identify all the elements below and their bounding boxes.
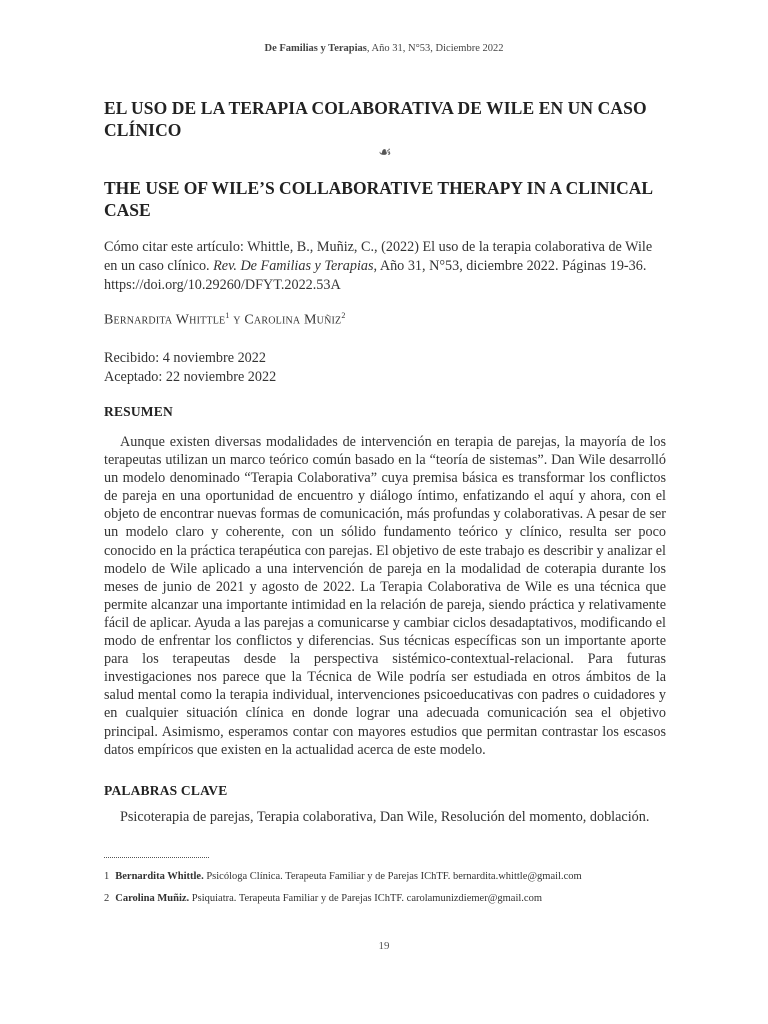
footnote-divider <box>104 857 209 858</box>
citation-journal: Rev. De Familias y Terapias <box>213 258 374 275</box>
author-2: Carolina Muñiz <box>244 312 342 328</box>
citation-suffix: , Año 31, N°53, diciembre 2022. Páginas 19-36. https://doi.org/10.29260/DFYT.2022.53A <box>104 258 647 294</box>
footnote-2-name: Carolina Muñiz. <box>115 893 190 904</box>
footnote-2-text: Psiquiatra. Terapeuta Familiar y de Parejas IChTF. carolamunizdiemer@gmail.com <box>189 893 542 904</box>
footnote-1-text: Psicóloga Clínica. Terapeuta Familiar y de Parejas IChTF. bernardita.whittle@gmail.com <box>203 871 582 882</box>
footnote-2 <box>104 893 666 904</box>
citation-prefix: Cómo citar este artículo: Whittle, B., Muñiz, C., (2022) El uso de la terapia colaborativa de Wile en un caso clínico. <box>104 239 653 275</box>
running-header <box>0 43 768 54</box>
title-spanish: EL USO DE LA TERAPIA COLABORATIVA DE WILE EN UN CASO CLÍNICO <box>104 98 647 140</box>
footnote-2-number: 2 <box>104 893 110 904</box>
author-1-footnote-ref[interactable]: 1 <box>225 311 230 320</box>
author-joiner: y <box>229 312 245 328</box>
footnote-1 <box>104 871 666 882</box>
citation <box>104 238 666 296</box>
received-date: Recibido: 4 noviembre 2022 <box>104 350 266 366</box>
keywords-heading: PALABRAS CLAVE <box>104 783 228 798</box>
accepted-date: Aceptado: 22 noviembre 2022 <box>104 369 277 385</box>
journal-name: De Familias y Terapias <box>264 43 367 54</box>
dates <box>104 349 666 387</box>
issue-info: , Año 31, N°53, Diciembre 2022 <box>366 43 504 54</box>
fleuron-ornament-icon: ☙ <box>378 145 392 161</box>
authors <box>104 311 666 329</box>
author-2-footnote-ref[interactable]: 2 <box>341 311 346 320</box>
footnote-1-number: 1 <box>104 871 110 882</box>
footnote-1-name: Bernardita Whittle. <box>115 871 204 882</box>
page-number: 19 <box>378 940 390 952</box>
author-1: Bernardita Whittle <box>104 312 226 328</box>
abstract-heading: RESUMEN <box>104 404 173 419</box>
abstract-text: Aunque existen diversas modalidades de intervención en terapia de parejas, la mayoría de los terapeutas utilizan un marco teórico común basado en la “teoría de sistemas”. Dan Wile desarrolló un modelo denominado “Terapia Colaborativa” cuya premisa básica es transformar los conflictos de pareja en una oportunidad de encuentro y diálogo íntimo, enfatizando el aquí y ahora, con el objeto de encontrar nuevas formas de comunicación, más profundas y colaborativas. A pesar de ser un modelo claro y coherente, con un sólido fundamento teórico y clínico, resulta ser poco conocido en la práctica terapéutica con parejas. El objetivo de este trabajo es describir y analizar el modelo de Wile aplicado a una intervención de pareja en la modalidad de coterapia durante los meses de junio de 2021 y agosto de 2022. La Terapia Colaborativa de Wile es una técnica que permite alcanzar una importante intimidad en la relación de pareja, siendo práctica y relativamente fácil de aplicar. Ayuda a las parejas a comunicarse y cambiar ciclos desadaptativos, modificando el modo de enfrentar los conflictos y diferencias. Sus técnicas específicas son un importante aporte para los terapeutas desde la perspectiva sistémico-contextual-relacional. Para futuras investigaciones nos parece que la Técnica de Wile podría ser estudiada en otros ámbitos de la salud mental como la terapia individual, intervenciones psicoeducativas con padres o cuidadores y en cualquier situación clínica en donde lograr una adecuada comunicación sea el objetivo principal. Asimismo, esperamos contar con mayores estudios que permitan contrastar los escasos datos empíricos que existen en la actualidad acerca de este modelo. <box>104 434 666 758</box>
title-english: THE USE OF WILE’S COLLABORATIVE THERAPY IN A CLINICAL CASE <box>104 178 653 220</box>
keywords-text: Psicoterapia de parejas, Terapia colaborativa, Dan Wile, Resolución del momento, doblación. <box>120 809 650 825</box>
